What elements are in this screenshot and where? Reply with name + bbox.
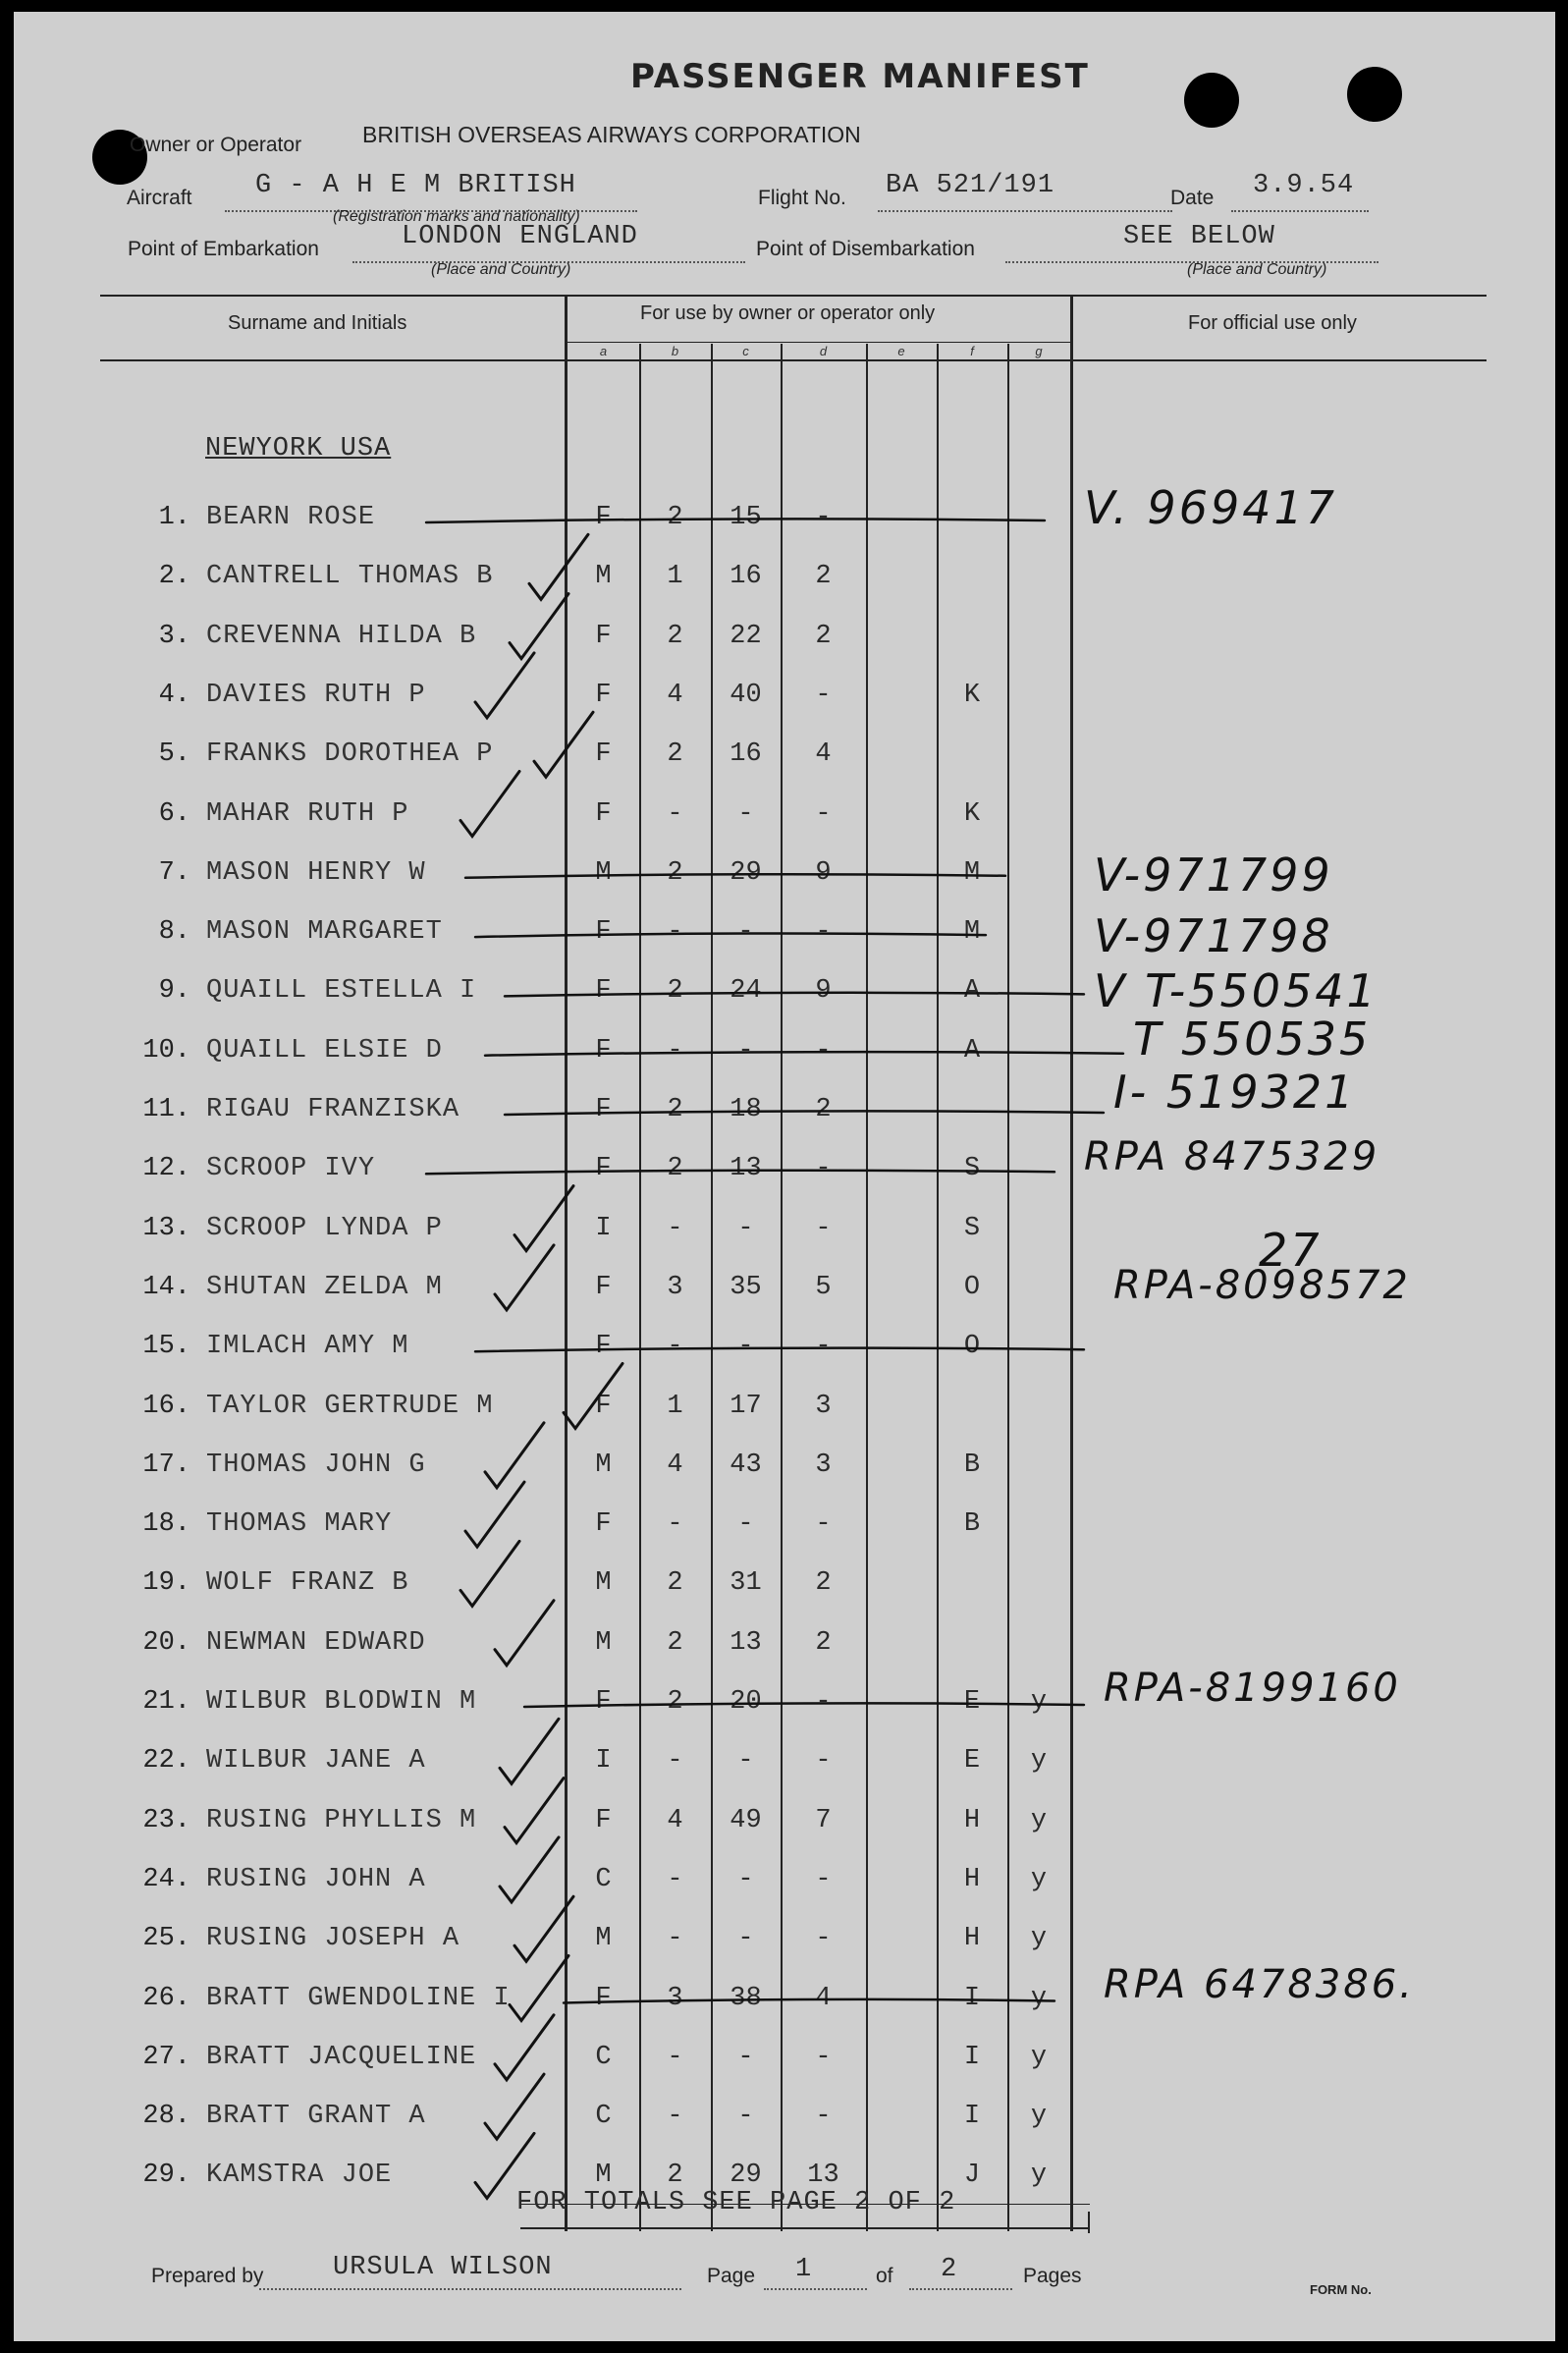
cell-c: - (737, 1332, 754, 1362)
cell-g: y (1030, 1864, 1048, 1894)
cell-c: - (737, 1924, 754, 1954)
row-number: 6. (158, 798, 190, 829)
row-number: 26. (142, 1983, 190, 2013)
row-number: 13. (142, 1213, 190, 1243)
official-note: V-971799 (1094, 848, 1333, 902)
cell-c: - (737, 1509, 754, 1540)
check-mark (564, 1364, 622, 1429)
cell-c: 16 (730, 562, 762, 592)
cell-d: - (815, 798, 832, 829)
cell-c: 17 (730, 1391, 762, 1421)
registration-caption: (Registration marks and nationality) (333, 208, 580, 225)
passenger-name: NEWMAN EDWARD (206, 1627, 426, 1658)
strike-line (426, 1171, 1054, 1175)
cell-a: M (595, 562, 612, 592)
aircraft-label: Aircraft (127, 187, 192, 209)
official-note: 27 (1259, 1223, 1323, 1277)
cell-c: 24 (730, 976, 762, 1007)
cell-a: M (595, 1924, 612, 1954)
cell-b: 1 (667, 1391, 683, 1421)
check-mark (485, 2074, 544, 2139)
cell-a: F (595, 917, 612, 948)
check-mark (475, 2133, 534, 2198)
check-mark (534, 712, 593, 777)
cell-c: 40 (730, 680, 762, 710)
check-mark (529, 534, 588, 599)
destination-heading: NEWYORK USA (205, 434, 392, 464)
passenger-name: THOMAS JOHN G (206, 1450, 426, 1480)
check-mark (475, 653, 534, 718)
cell-c: - (737, 1746, 754, 1777)
row-number: 9. (158, 976, 190, 1007)
cell-f: A (963, 1035, 981, 1066)
cell-f: I (963, 1983, 981, 2013)
cell-b: 2 (667, 1568, 683, 1599)
cell-c: 38 (730, 1983, 762, 2013)
passenger-name: SCROOP LYNDA P (206, 1213, 443, 1243)
cell-d: 7 (815, 1805, 832, 1835)
owner-value: BRITISH OVERSEAS AIRWAYS CORPORATION (362, 122, 861, 147)
cell-b: 4 (667, 1805, 683, 1835)
check-mark (495, 1601, 554, 1666)
passenger-name: RIGAU FRANZISKA (206, 1095, 460, 1124)
passenger-name: KAMSTRA JOE (206, 2161, 393, 2191)
cell-a: F (595, 1687, 612, 1717)
check-mark (460, 1541, 519, 1606)
cell-d: - (815, 680, 832, 710)
cell-c: 31 (730, 1568, 762, 1599)
strike-line (426, 519, 1045, 522)
embarkation-label: Point of Embarkation (128, 238, 319, 260)
column-letter-g: g (1035, 344, 1043, 358)
cell-c: 15 (730, 503, 762, 532)
passenger-name: SCROOP IVY (206, 1154, 376, 1184)
cell-g: y (1030, 1924, 1048, 1954)
col-owner-use-header: For use by owner or operator only (640, 302, 936, 324)
cell-a: F (595, 798, 612, 829)
passenger-name: WOLF FRANZ B (206, 1568, 409, 1599)
date-label: Date (1170, 187, 1215, 209)
cell-b: - (667, 1924, 683, 1954)
cell-b: - (667, 1213, 683, 1243)
flight-no-label: Flight No. (758, 187, 846, 209)
check-mark (495, 2015, 554, 2080)
cell-d: - (815, 1864, 832, 1894)
cell-c: 22 (730, 621, 762, 651)
cell-f: H (963, 1864, 981, 1894)
cell-d: 2 (815, 621, 832, 651)
cell-d: - (815, 2102, 832, 2132)
cell-d: - (815, 1509, 832, 1540)
cell-b: 2 (667, 976, 683, 1007)
cell-a: F (595, 1805, 612, 1835)
column-letter-e: e (897, 344, 905, 358)
strike-line (465, 874, 1005, 878)
cell-a: C (595, 2042, 612, 2072)
cell-d: 2 (815, 1627, 832, 1658)
check-mark (510, 1956, 568, 2021)
official-note: V-971798 (1094, 909, 1333, 963)
embarkation-value: LONDON ENGLAND (402, 222, 638, 251)
cell-b: 2 (667, 1627, 683, 1658)
cell-f: E (963, 1687, 981, 1717)
place-country-caption: (Place and Country) (431, 261, 571, 278)
strike-line (524, 1703, 1084, 1707)
row-number: 17. (142, 1450, 190, 1480)
cell-f: H (963, 1805, 981, 1835)
passenger-name: RUSING PHYLLIS M (206, 1805, 477, 1835)
row-number: 18. (142, 1509, 190, 1540)
passenger-name: MASON HENRY W (206, 857, 426, 888)
cell-d: - (815, 1154, 832, 1184)
passenger-name: MAHAR RUTH P (206, 798, 409, 829)
cell-d: - (815, 503, 832, 532)
cell-c: - (737, 2102, 754, 2132)
cell-c: 18 (730, 1095, 762, 1124)
cell-b: 2 (667, 739, 683, 770)
cell-a: C (595, 1864, 612, 1894)
passenger-name: SHUTAN ZELDA M (206, 1272, 443, 1302)
cell-d: 4 (815, 1983, 832, 2013)
cell-a: F (595, 1509, 612, 1540)
column-letter-f: f (970, 344, 974, 358)
cell-a: F (595, 1391, 612, 1421)
cell-c: 29 (730, 857, 762, 888)
row-number: 23. (142, 1805, 190, 1835)
col-surname-header: Surname and Initials (228, 312, 407, 334)
cell-a: F (595, 1332, 612, 1362)
check-mark (465, 1482, 524, 1547)
passenger-name: RUSING JOSEPH A (206, 1924, 460, 1954)
strike-line (475, 934, 986, 938)
passenger-name: IMLACH AMY M (206, 1332, 409, 1362)
cell-d: 3 (815, 1450, 832, 1480)
cell-c: 35 (730, 1272, 762, 1302)
row-number: 20. (142, 1627, 190, 1658)
cell-a: F (595, 739, 612, 770)
of-label: of (876, 2265, 893, 2287)
row-number: 1. (158, 503, 190, 532)
cell-d: 5 (815, 1272, 832, 1302)
cell-d: - (815, 1924, 832, 1954)
cell-b: 3 (667, 1983, 683, 2013)
cell-d: 3 (815, 1391, 832, 1421)
strike-line (475, 1348, 1084, 1352)
official-note: RPA 6478386. (1104, 1961, 1415, 2007)
cell-b: - (667, 1332, 683, 1362)
cell-a: F (595, 1035, 612, 1066)
row-number: 25. (142, 1924, 190, 1954)
passenger-name: BRATT GWENDOLINE I (206, 1983, 511, 2013)
row-number: 28. (142, 2102, 190, 2132)
cell-a: C (595, 2102, 612, 2132)
column-letter-d: d (819, 344, 828, 358)
check-mark (500, 1837, 559, 1902)
passenger-name: RUSING JOHN A (206, 1864, 426, 1894)
passenger-name: QUAILL ESTELLA I (206, 976, 477, 1007)
passenger-name: THOMAS MARY (206, 1509, 393, 1540)
cell-g: y (1030, 2161, 1048, 2191)
cell-a: M (595, 1568, 612, 1599)
row-number: 27. (142, 2042, 190, 2072)
strike-line (505, 1111, 1104, 1115)
cell-b: 2 (667, 2161, 683, 2191)
cell-d: 13 (807, 2161, 839, 2191)
cell-a: M (595, 857, 612, 888)
check-mark (514, 1896, 573, 1961)
document-title: PASSENGER MANIFEST (630, 57, 1090, 96)
passenger-name: DAVIES RUTH P (206, 680, 426, 710)
row-number: 19. (142, 1568, 190, 1599)
cell-a: M (595, 1450, 612, 1480)
cell-c: - (737, 917, 754, 948)
check-mark (495, 1245, 554, 1310)
row-number: 7. (158, 857, 190, 888)
cell-a: F (595, 976, 612, 1007)
cell-b: 2 (667, 1154, 683, 1184)
cell-b: - (667, 798, 683, 829)
cell-a: F (595, 621, 612, 651)
disembarkation-label: Point of Disembarkation (756, 238, 975, 260)
cell-d: - (815, 917, 832, 948)
cell-f: M (963, 917, 981, 948)
place-country-caption-2: (Place and Country) (1187, 261, 1327, 278)
row-number: 12. (142, 1154, 190, 1184)
cell-b: - (667, 1864, 683, 1894)
page-label: Page (707, 2265, 756, 2287)
cell-d: 2 (815, 1568, 832, 1599)
page-value: 1 (795, 2255, 813, 2284)
column-letter-b: b (671, 344, 679, 358)
passenger-name: CREVENNA HILDA B (206, 621, 477, 651)
cell-g: y (1030, 2102, 1048, 2132)
cell-c: - (737, 1035, 754, 1066)
aircraft-value: G - A H E M BRITISH (255, 171, 576, 200)
column-letter-c: c (742, 344, 749, 358)
cell-d: 2 (815, 1095, 832, 1124)
cell-f: B (963, 1509, 981, 1540)
cell-g: y (1030, 1687, 1048, 1717)
cell-g: y (1030, 1983, 1048, 2013)
passenger-name: CANTRELL THOMAS B (206, 562, 494, 592)
cell-c: 16 (730, 739, 762, 770)
cell-c: 43 (730, 1450, 762, 1480)
cell-f: K (963, 680, 981, 710)
passenger-name: WILBUR BLODWIN M (206, 1687, 477, 1717)
flight-no-value: BA 521/191 (886, 171, 1055, 200)
row-number: 8. (158, 917, 190, 948)
row-number: 29. (142, 2161, 190, 2191)
cell-b: 2 (667, 503, 683, 532)
cell-a: F (595, 1095, 612, 1124)
row-number: 14. (142, 1272, 190, 1302)
passenger-name: BEARN ROSE (206, 503, 376, 532)
cell-g: y (1030, 1805, 1048, 1835)
official-note: RPA-8098572 (1113, 1262, 1411, 1308)
cell-c: - (737, 1213, 754, 1243)
passenger-name: MASON MARGARET (206, 917, 443, 948)
cell-b: 3 (667, 1272, 683, 1302)
cell-c: 13 (730, 1154, 762, 1184)
cell-d: 9 (815, 976, 832, 1007)
cell-c: - (737, 798, 754, 829)
cell-b: - (667, 1746, 683, 1777)
cell-g: y (1030, 2042, 1048, 2072)
row-number: 24. (142, 1864, 190, 1894)
date-value: 3.9.54 (1253, 171, 1355, 200)
cell-f: O (963, 1272, 981, 1302)
cell-c: 20 (730, 1687, 762, 1717)
check-mark (485, 1423, 544, 1488)
cell-g: y (1030, 1746, 1048, 1777)
cell-d: - (815, 1035, 832, 1066)
row-number: 15. (142, 1332, 190, 1362)
cell-f: S (963, 1213, 981, 1243)
prepared-by-value: URSULA WILSON (333, 2253, 553, 2282)
cell-c: - (737, 2042, 754, 2072)
cell-c: 49 (730, 1805, 762, 1835)
row-number: 22. (142, 1746, 190, 1777)
check-mark (505, 1778, 564, 1843)
cell-f: I (963, 2102, 981, 2132)
row-number: 5. (158, 739, 190, 770)
cell-d: - (815, 1746, 832, 1777)
strike-line (505, 993, 1084, 997)
pages-label: Pages (1023, 2265, 1082, 2287)
cell-f: S (963, 1154, 981, 1184)
cell-a: M (595, 2161, 612, 2191)
cell-d: - (815, 2042, 832, 2072)
cell-f: B (963, 1450, 981, 1480)
cell-b: 2 (667, 857, 683, 888)
cell-b: - (667, 1035, 683, 1066)
cell-a: I (595, 1746, 612, 1777)
cell-a: M (595, 1627, 612, 1658)
cell-b: 1 (667, 562, 683, 592)
cell-f: K (963, 798, 981, 829)
cell-a: I (595, 1213, 612, 1243)
passenger-name: BRATT GRANT A (206, 2102, 426, 2132)
cell-b: - (667, 2102, 683, 2132)
row-number: 3. (158, 621, 190, 651)
passenger-name: TAYLOR GERTRUDE M (206, 1391, 494, 1421)
check-mark (514, 1186, 573, 1251)
row-number: 21. (142, 1687, 190, 1717)
cell-b: 2 (667, 621, 683, 651)
passenger-name: BRATT JACQUELINE (206, 2042, 477, 2072)
check-mark (460, 772, 519, 837)
cell-f: M (963, 857, 981, 888)
cell-b: - (667, 917, 683, 948)
disembarkation-value: SEE BELOW (1123, 222, 1275, 251)
cell-f: H (963, 1924, 981, 1954)
check-mark (510, 594, 568, 659)
cell-f: J (963, 2161, 981, 2191)
official-note: T 550535 (1133, 1012, 1372, 1066)
cell-c: - (737, 1864, 754, 1894)
row-number: 10. (142, 1035, 190, 1066)
cell-b: - (667, 2042, 683, 2072)
cell-f: I (963, 2042, 981, 2072)
form-number: FORM No. (1310, 2282, 1372, 2297)
of-value: 2 (941, 2255, 958, 2284)
official-note: RPA 8475329 (1084, 1134, 1380, 1180)
cell-d: 2 (815, 562, 832, 592)
manifest-sheet (14, 12, 1555, 2341)
cell-f: A (963, 976, 981, 1007)
official-note: V. 969417 (1084, 481, 1338, 534)
column-letter-a: a (599, 344, 608, 358)
handwritten-marks (14, 12, 1555, 2341)
check-mark (500, 1719, 559, 1783)
cell-f: O (963, 1332, 981, 1362)
cell-d: 4 (815, 739, 832, 770)
passenger-name: FRANKS DOROTHEA P (206, 739, 494, 770)
cell-b: - (667, 1509, 683, 1540)
strike-line (564, 1999, 1054, 2003)
cell-b: 4 (667, 1450, 683, 1480)
owner-label: Owner or Operator (130, 134, 302, 156)
row-number: 4. (158, 680, 190, 710)
cell-c: 29 (730, 2161, 762, 2191)
col-official-header: For official use only (1188, 312, 1357, 334)
totals-note: FOR TOTALS SEE PAGE 2 OF 2 (516, 2188, 956, 2217)
official-note: I- 519321 (1113, 1066, 1357, 1119)
official-note: RPA-8199160 (1104, 1666, 1401, 1711)
prepared-by-label: Prepared by (151, 2265, 264, 2287)
passenger-name: WILBUR JANE A (206, 1746, 426, 1777)
cell-a: F (595, 503, 612, 532)
cell-f: E (963, 1746, 981, 1777)
cell-a: F (595, 1154, 612, 1184)
cell-d: 9 (815, 857, 832, 888)
passenger-name: QUAILL ELSIE D (206, 1035, 443, 1066)
cell-c: 13 (730, 1627, 762, 1658)
row-number: 2. (158, 562, 190, 592)
cell-d: - (815, 1687, 832, 1717)
cell-b: 2 (667, 1095, 683, 1124)
cell-a: F (595, 1272, 612, 1302)
cell-b: 4 (667, 680, 683, 710)
row-number: 11. (142, 1095, 190, 1124)
strike-line (485, 1052, 1123, 1056)
cell-b: 2 (667, 1687, 683, 1717)
cell-d: - (815, 1332, 832, 1362)
row-number: 16. (142, 1391, 190, 1421)
cell-d: - (815, 1213, 832, 1243)
cell-a: F (595, 1983, 612, 2013)
cell-a: F (595, 680, 612, 710)
official-note: V T-550541 (1094, 964, 1379, 1018)
